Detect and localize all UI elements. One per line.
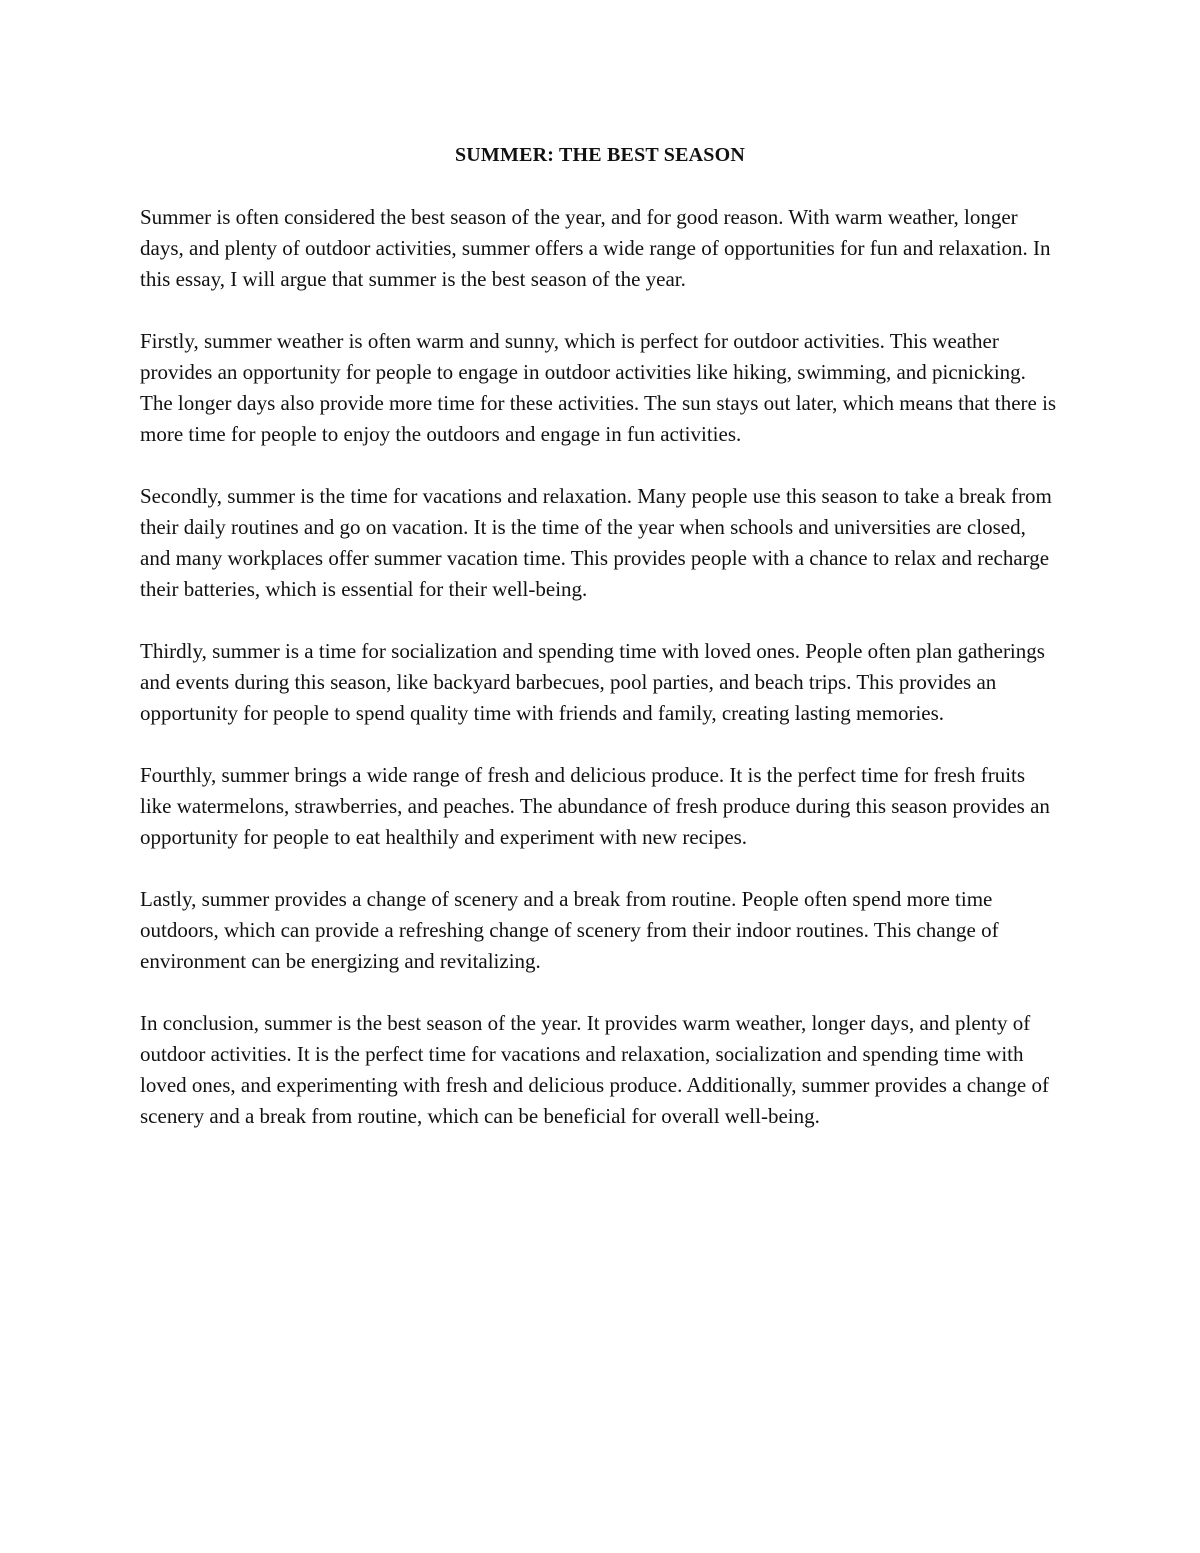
paragraph-introduction: Summer is often considered the best season of the year, and for good reason. With warm weather, longer days, and plenty of outdoor activities, summer offers a wide range of opportunities for fun and relaxation. In this essay, I will argue that summer is the best season of the year. <box>140 205 1051 291</box>
paragraph-weather: Firstly, summer weather is often warm and sunny, which is perfect for outdoor activities. This weather provides an opportunity for people to engage in outdoor activities like hiking, swimming, and picnicking. The longer days also provide more time for these activities. The sun stays out later, which means that there is more time for people to enjoy the outdoors and engage in fun activities. <box>140 329 1057 446</box>
document-body <box>140 140 1060 1132</box>
paragraph-produce: Fourthly, summer brings a wide range of fresh and delicious produce. It is the perfect time for fresh fruits like watermelons, strawberries, and peaches. The abundance of fresh produce during this season provides an opportunity for people to eat healthily and experiment with new recipes. <box>140 763 1050 849</box>
paragraph-socialization: Thirdly, summer is a time for socialization and spending time with loved ones. People often plan gatherings and events during this season, like backyard barbecues, pool parties, and beach trips. This provides an opportunity for people to spend quality time with friends and family, creating lasting memories. <box>140 639 1045 725</box>
paragraph-vacations: Secondly, summer is the time for vacations and relaxation. Many people use this season to take a break from their daily routines and go on vacation. It is the time of the year when schools and universities are closed, and many workplaces offer summer vacation time. This provides people with a chance to relax and recharge their batteries, which is essential for their well-being. <box>140 484 1052 601</box>
paragraph-scenery: Lastly, summer provides a change of scenery and a break from routine. People often spend more time outdoors, which can provide a refreshing change of scenery from their indoor routines. This change of environment can be energizing and revitalizing. <box>140 887 999 973</box>
paragraph-conclusion: In conclusion, summer is the best season of the year. It provides warm weather, longer days, and plenty of outdoor activities. It is the perfect time for vacations and relaxation, socialization and spending time with loved ones, and experimenting with fresh and delicious produce. Additionally, summer provides a change of scenery and a break from routine, which can be beneficial for overall well-being. <box>140 1011 1049 1128</box>
document-title: SUMMER: THE BEST SEASON <box>454 144 746 166</box>
